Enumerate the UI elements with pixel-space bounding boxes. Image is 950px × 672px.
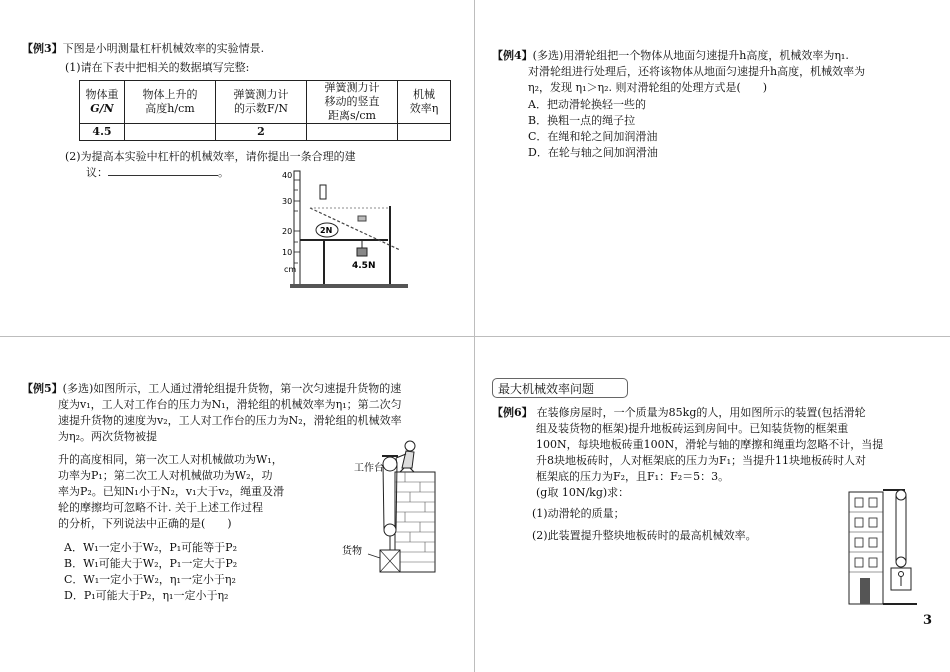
ex4-option-b[interactable]: B．换粗一点的绳子拉 <box>528 114 636 127</box>
ex5-line-8: 轮的摩擦均可忽略不计. 关于上述工作过程 <box>58 501 263 514</box>
ex6-line-4: 升8块地板砖时，人对框架底的压力为F₁；当提升11块地板砖时人对 <box>536 454 867 467</box>
platform-label: 工作台 <box>354 463 384 474</box>
ex6-line-5: 框架底的压力为F₂，且F₁：F₂＝5：3。 <box>536 470 730 483</box>
page-number: 3 <box>923 613 933 628</box>
ex6-line-3: 100N，每块地板砖重100N，滑轮与轴的摩擦和绳重均忽略不计，当提 <box>536 438 884 451</box>
panel-divider-horizontal <box>0 336 950 337</box>
tick-40: 40 <box>282 171 293 180</box>
ex5-line-3: 速提升货物的速度为v₂，工人对工作台的压力为N₂，滑轮组的机械效率 <box>58 414 402 427</box>
ex6-line-2: 组及装货物的框架)提升地板砖运到房间中。已知装货物的框架重 <box>536 422 849 435</box>
table-header-efficiency: 机械 效率η <box>398 81 451 124</box>
cargo-label: 货物 <box>342 546 362 557</box>
fixed-pulley <box>383 457 397 471</box>
weight-label: 4.5N <box>352 261 376 271</box>
ex5-line-5: 升的高度相同，第一次工人对机械做功为W₁， <box>58 453 283 466</box>
table-header-distance: 弹簧测力计 移动的竖直 距离s/cm <box>307 81 398 124</box>
ex5-option-a[interactable]: A．W₁一定小于W₂，P₁可能等于P₂ <box>64 541 237 554</box>
tick-20: 20 <box>282 227 293 236</box>
ex3-question-1: (1)请在下表中把相关的数据填写完整: <box>65 61 250 74</box>
tick-10: 10 <box>282 248 293 257</box>
base-plate <box>290 284 408 288</box>
ex5-line-1: 【例5】(多选)如图所示，工人通过滑轮组提升货物，第一次匀速提升货物的速 <box>22 382 402 395</box>
tick-30: 30 <box>282 197 293 206</box>
ex3-question-2a: (2)为提高本实验中杠杆的机械效率，请你提出一条合理的建 <box>65 150 356 163</box>
worker-pulley-figure <box>340 438 440 578</box>
ex4-option-a[interactable]: A．把动滑轮换轻一些的 <box>528 98 646 111</box>
weight-block <box>357 248 367 256</box>
ex4-line-2: 对滑轮组进行处理后，还将该物体从地面匀速提升h高度，机械效率为 <box>528 65 866 78</box>
ex6-line-1: 【例6】 在装修房屋时，一个质量为85kg的人，用如图所示的装置(包括滑轮 <box>492 406 866 419</box>
ex6-tag: 【例6】 <box>492 406 533 419</box>
ex4-line-1: 【例4】(多选)用滑轮组把一个物体从地面匀速提升h高度，机械效率为η₁. <box>492 49 849 62</box>
bottom-pulley <box>896 557 906 567</box>
table-header-height: 物体上升的 高度h/cm <box>125 81 216 124</box>
ex6-question-1: (1)动滑轮的质量； <box>532 507 625 520</box>
ex5-option-d[interactable]: D．P₁可能大于P₂，η₁一定小于η₂ <box>64 589 229 602</box>
ex5-line-7: 率为P₂。已知N₁小于N₂，v₁大于v₂，绳重及滑 <box>58 485 285 498</box>
table-cell-distance[interactable] <box>307 124 398 141</box>
ex5-line-2: 度为v₁，工人对工作台的压力为N₁，滑轮组的机械效率为η₁；第二次匀 <box>58 398 402 411</box>
ex6-line-6: (g取 10N/kg)求： <box>536 486 630 499</box>
ex4-tag: 【例4】 <box>492 49 533 62</box>
ex3-title-text: 下图是小明测量杠杆机械效率的实验情景. <box>62 42 265 55</box>
ex4-line-3: η₂，发现 η₁＞η₂. 则对滑轮组的处理方式是( ) <box>528 81 768 94</box>
table-cell-weight: 4.5 <box>80 124 125 141</box>
ex3-question-2b: 议： 。 <box>86 166 229 179</box>
unit-cm: cm <box>284 265 297 274</box>
ex5-line-4: 为η₂。两次货物被提 <box>58 430 157 443</box>
ex5-option-c[interactable]: C．W₁一定小于W₂，η₁一定小于η₂ <box>64 573 236 586</box>
ex4-option-c[interactable]: C．在绳和轮之间加润滑油 <box>528 130 658 143</box>
ex5-line-6: 功率为P₁；第二次工人对机械做功为W₂，功 <box>58 469 273 482</box>
movable-pulley <box>384 524 396 536</box>
ex5-option-b[interactable]: B．W₁可能大于W₂，P₁一定大于P₂ <box>64 557 238 570</box>
table-cell-height[interactable] <box>125 124 216 141</box>
ex3-title <box>22 41 264 57</box>
building-pulley-figure <box>845 482 920 607</box>
table-cell-efficiency[interactable] <box>398 124 451 141</box>
ex3-data-table <box>79 80 451 141</box>
worker-body <box>402 451 414 468</box>
ex4-option-d[interactable]: D．在轮与轴之间加润滑油 <box>528 146 658 159</box>
ex3-tag: 【例3】 <box>22 42 63 55</box>
section-heading: 最大机械效率问题 <box>492 378 628 398</box>
table-header-weight: 物体重 G/N <box>80 81 125 124</box>
spring-scale-top <box>320 185 326 199</box>
building-door <box>860 578 870 604</box>
worker-head <box>405 441 415 451</box>
ex5-line-9: 的分析，下列说法中正确的是( ) <box>58 517 232 530</box>
top-pulley <box>896 490 906 500</box>
ex5-tag: 【例5】 <box>22 382 63 395</box>
table-cell-force: 2 <box>216 124 307 141</box>
answer-blank[interactable] <box>108 165 218 176</box>
spring-label: 2N <box>320 226 333 235</box>
ex6-question-2: (2)此装置提升整块地板砖时的最高机械效率。 <box>532 529 757 542</box>
table-header-force: 弹簧测力计 的示数F/N <box>216 81 307 124</box>
lever-experiment-figure <box>280 168 415 292</box>
